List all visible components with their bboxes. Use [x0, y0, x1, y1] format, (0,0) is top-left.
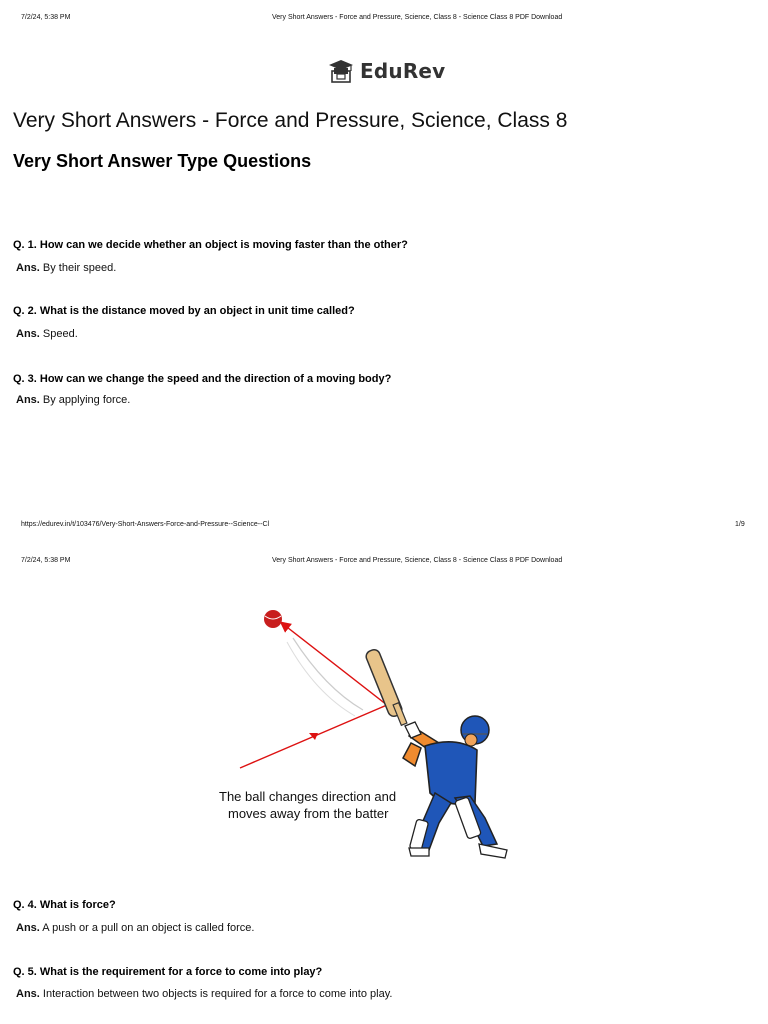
- answer-text: A push or a pull on an object is called force.: [42, 922, 255, 934]
- cricket-bat-icon: [364, 648, 407, 725]
- answer-label: Ans.: [16, 988, 40, 1000]
- answer-2: [16, 328, 78, 340]
- question-4: Q. 4. What is force?: [13, 899, 116, 911]
- answer-text: By their speed.: [42, 262, 117, 274]
- logo-text: EduRev: [360, 59, 446, 83]
- page-url[interactable]: https://edurev.in/t/103476/Very-Short-Answers-Force-and-Pressure--Science--Cl: [21, 521, 270, 528]
- answer-text: By applying force.: [42, 394, 131, 406]
- answer-3: [16, 394, 130, 406]
- answer-4: [16, 922, 254, 934]
- answer-5: [16, 988, 392, 1000]
- answer-text: Interaction between two objects is required for a force to come into play.: [42, 988, 393, 1000]
- edurev-logo[interactable]: [328, 56, 445, 86]
- answer-label: Ans.: [16, 394, 40, 406]
- answer-label: Ans.: [16, 262, 40, 274]
- direction-arrowhead: [309, 733, 318, 740]
- answer-label: Ans.: [16, 328, 40, 340]
- page-number: 1/9: [735, 521, 745, 528]
- question-1: Q. 1. How can we decide whether an object is moving faster than the other?: [13, 239, 408, 251]
- section-title: Very Short Answer Type Questions: [13, 151, 312, 171]
- illustration-caption-line1: The ball changes direction and: [219, 789, 397, 804]
- graduation-cap-icon: [328, 58, 354, 84]
- question-3: Q. 3. How can we change the speed and the direction of a moving body?: [13, 373, 392, 385]
- cricket-batter-illustration: [215, 598, 545, 863]
- print-datetime-page2: 7/2/24, 5:38 PM: [21, 557, 71, 564]
- question-2: Q. 2. What is the distance moved by an object in unit time called?: [13, 305, 355, 317]
- question-5: Q. 5. What is the requirement for a force to come into play?: [13, 966, 323, 978]
- cricket-ball-icon: [264, 610, 282, 628]
- illustration-caption-line2: moves away from the batter: [228, 806, 389, 821]
- print-doc-title-page2: Very Short Answers - Force and Pressure, Science, Class 8 - Science Class 8 PDF Download: [272, 557, 563, 564]
- print-doc-title: Very Short Answers - Force and Pressure, Science, Class 8 - Science Class 8 PDF Download: [272, 14, 563, 21]
- answer-text: Speed.: [42, 328, 78, 340]
- page-title: Very Short Answers - Force and Pressure, Science, Class 8: [13, 109, 568, 132]
- print-datetime: 7/2/24, 5:38 PM: [21, 14, 71, 21]
- answer-1: [16, 262, 116, 274]
- batter-figure: [403, 716, 507, 858]
- answer-label: Ans.: [16, 922, 40, 934]
